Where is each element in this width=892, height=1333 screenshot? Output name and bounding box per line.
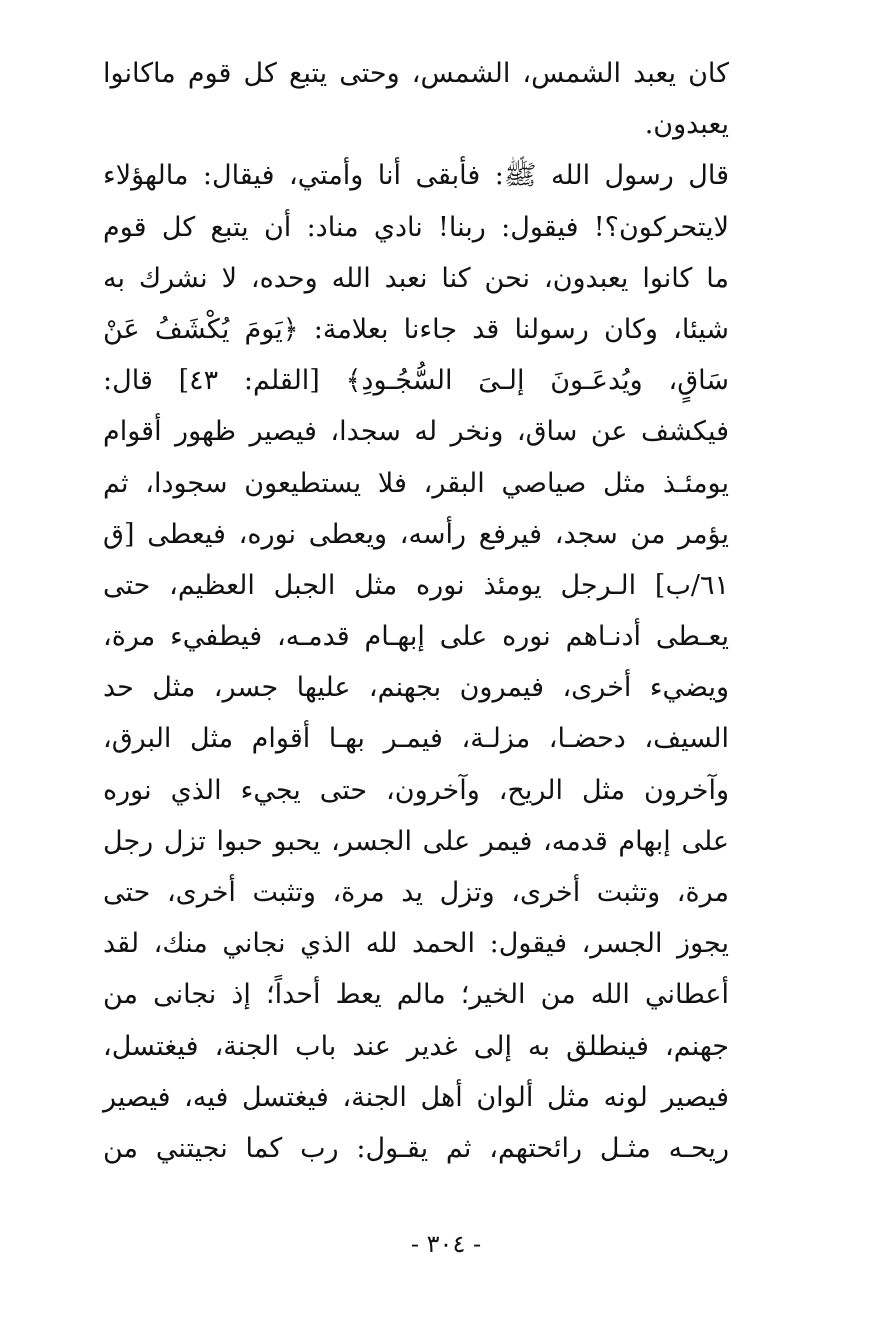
body-text [103, 48, 729, 1174]
text-line: ٦١/ب] الـرجل يومئذ نوره مثل الجبل العظيم، حتى [103, 569, 729, 601]
text-line: ما كانوا يعبدون، نحن كنا نعبد الله وحده، لا نشرك به [103, 262, 729, 294]
text-line: يومئـذ مثل صياصي البقر، فلا يستطيعون سجودا، ثم [103, 467, 729, 499]
text-line: سَاقٍ، ويُدعَـونَ إلـىَ السُّجُـودِ﴾ [القلم: ٤٣] قال: [103, 365, 729, 397]
text-line: يؤمر من سجد، فيرفع رأسه، ويعطى نوره، فيعطى [ق [103, 518, 729, 550]
page-number: - ٣٠٤ - [410, 1230, 482, 1258]
text-line: جهنم، فينطلق به إلى غدير عند باب الجنة، فيغتسل، [103, 1030, 729, 1062]
text-line: وآخرون مثل الريح، وآخرون، حتى يجيء الذي نوره [103, 774, 729, 806]
text-line: على إبهام قدمه، فيمر على الجسر، يحبو حبوا تزل رجل [103, 825, 729, 857]
text-line: شيئا، وكان رسولنا قد جاءنا بعلامة: ﴿يَومَ يُكْشَفُ عَنْ [103, 313, 729, 345]
text-line: فيكشف عن ساق، ونخر له سجدا، فيصير ظهور أقوام [103, 416, 729, 448]
text-line: لايتحركون؟! فيقول: ربنا! نادي مناد: أن يتبع كل قوم [103, 211, 729, 243]
text-line: مرة، وتثبت أخرى، وتزل يد مرة، وتثبت أخرى، حتى [103, 877, 729, 908]
text-line: فيصير لونه مثل ألوان أهل الجنة، فيغتسل فيه، فيصير [103, 1081, 729, 1113]
text-line: كان يعبد الشمس، الشمس، وحتى يتبع كل قوم ماكانوا [103, 58, 729, 89]
text-line: السيف، دحضـا، مزلـة، فيمـر بهـا أقوام مثل البرق، [103, 723, 729, 755]
text-line: أعطاني الله من الخير؛ مالم يعط أحداً؛ إذ نجانى من [103, 979, 729, 1011]
text-line: ويضيء أخرى، فيمرون بجهنم، عليها جسر، مثل حد [103, 672, 729, 704]
text-line: ريحـه مثـل رائحتهم، ثم يقـول: رب كما نجيتني من [103, 1132, 729, 1164]
text-line: يجوز الجسر، فيقول: الحمد لله الذي نجاني منك، لقد [103, 928, 729, 960]
text-line: قال رسول الله ﷺ: فأبقى أنا وأمتي، فيقال: مالهؤلاء [103, 160, 729, 192]
text-line: يعبدون. [644, 109, 729, 141]
text-line: يعـطى أدنـاهم نوره على إبهـام قدمـه، فيطفيء مرة، [103, 621, 729, 653]
